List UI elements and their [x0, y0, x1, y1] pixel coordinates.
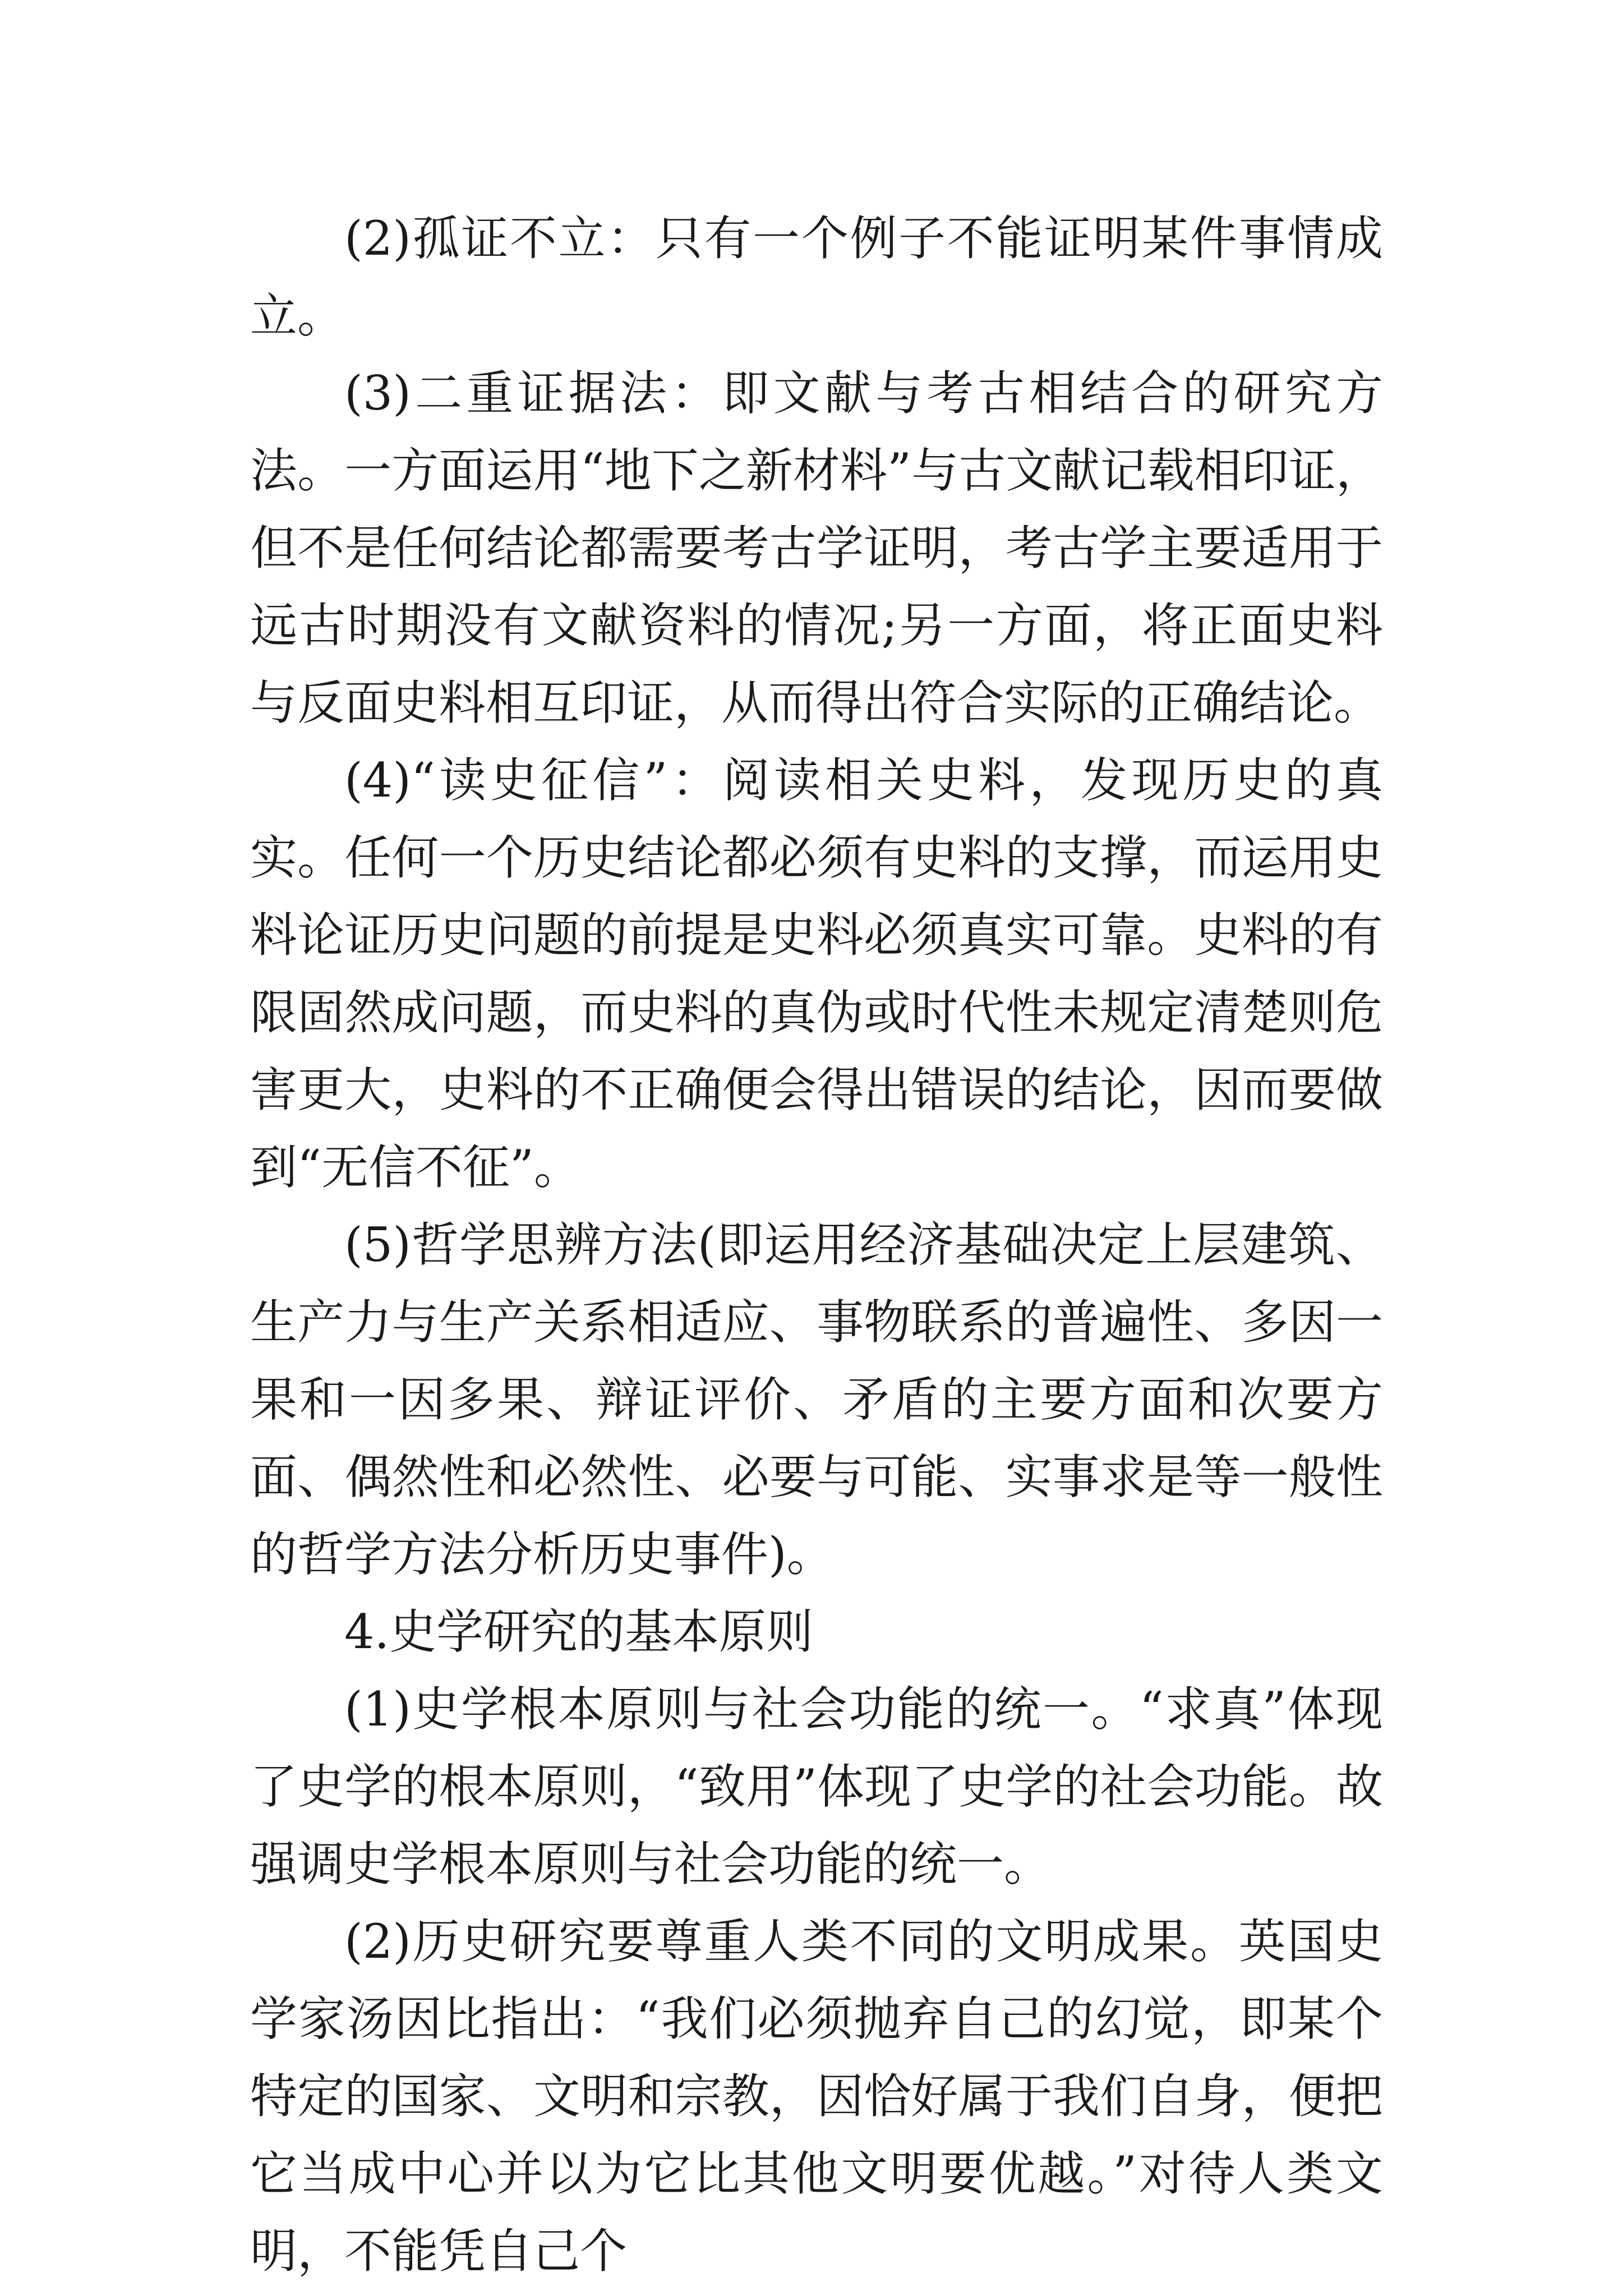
paragraph-principle-unity: (1)史学根本原则与社会功能的统一。“求真”体现了史学的根本原则，“致用”体现了史学的社会功能。故强调史学根本原则与社会功能的统一。: [250, 1682, 1383, 1892]
paragraph-philosophical-method: (5)哲学思辨方法(即运用经济基础决定上层建筑、生产力与生产关系相适应、事物联系的普遍性、多因一果和一因多果、辩证评价、矛盾的主要方面和次要方面、偶然性和必然性、必要与可能、实事求是等一般性的哲学方法分析历史事件)。: [250, 1217, 1383, 1582]
paragraph-isolated-evidence: (2)孤证不立：只有一个例子不能证明某件事情成立。: [250, 211, 1383, 343]
paragraph-read-history-verify: (4)“读史征信”：阅读相关史料，发现历史的真实。任何一个历史结论都必须有史料的支撑，而运用史料论证历史问题的前提是史料必须真实可靠。史料的有限固然成问题，而史料的真伪或时代性未规定清楚则危害更大，史料的不正确便会得出错误的结论，因而要做到“无信不征”。: [250, 753, 1383, 1195]
paragraph-respect-civilizations: (2)历史研究要尊重人类不同的文明成果。英国史学家汤因比指出：“我们必须抛弃自己的幻觉，即某个特定的国家、文明和宗教，因恰好属于我们自身，便把它当成中心并以为它比其他文明要优越。”对待人类文明，不能凭自己个: [250, 1914, 1383, 2279]
document-body: [250, 200, 1383, 2290]
paragraph-dual-evidence-method: (3)二重证据法：即文献与考古相结合的研究方法。一方面运用“地下之新材料”与古文献记载相印证，但不是任何结论都需要考古学证明，考古学主要适用于远古时期没有文献资料的情况;另一方面，将正面史料与反面史料相互印证，从而得出符合实际的正确结论。: [250, 366, 1383, 730]
section-heading-research-principles: 4.史学研究的基本原则: [344, 1604, 814, 1659]
